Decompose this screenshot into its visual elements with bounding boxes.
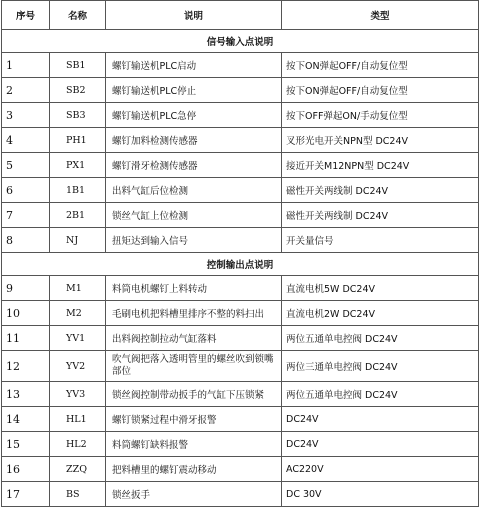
table-row (2, 228, 479, 253)
table-row (2, 153, 479, 178)
table-row (2, 351, 479, 382)
row-name: NJ (50, 228, 106, 253)
row-name: SB1 (50, 53, 106, 78)
row-name: HL1 (50, 407, 106, 432)
header-row (2, 1, 479, 30)
row-type: 直流电机2W DC24V (282, 301, 479, 326)
row-desc: 料筒电机螺钉上料转动 (106, 276, 282, 301)
row-name: M1 (50, 276, 106, 301)
row-type: DC24V (282, 432, 479, 457)
row-type: 按下ON弹起OFF/自动复位型 (282, 78, 479, 103)
row-seq: 8 (2, 228, 50, 253)
row-type: 两位五通单电控阀 DC24V (282, 382, 479, 407)
row-desc: 扭矩达到输入信号 (106, 228, 282, 253)
row-seq: 15 (2, 432, 50, 457)
row-type: DC 30V (282, 482, 479, 507)
section-row-output (2, 253, 479, 276)
row-name: HL2 (50, 432, 106, 457)
row-seq: 17 (2, 482, 50, 507)
row-type: 两位五通单电控阀 DC24V (282, 326, 479, 351)
row-type: 按下ON弹起OFF/自动复位型 (282, 53, 479, 78)
row-seq: 4 (2, 128, 50, 153)
row-name: PX1 (50, 153, 106, 178)
row-desc: 螺钉输送机PLC启动 (106, 53, 282, 78)
table-row (2, 482, 479, 507)
row-type: 直流电机5W DC24V (282, 276, 479, 301)
row-seq: 2 (2, 78, 50, 103)
row-type: 两位三通单电控阀 DC24V (282, 351, 479, 382)
row-seq: 11 (2, 326, 50, 351)
col-header-type: 类型 (282, 1, 479, 30)
row-type: 接近开关M12NPN型 DC24V (282, 153, 479, 178)
row-seq: 13 (2, 382, 50, 407)
table-row (2, 382, 479, 407)
row-name: PH1 (50, 128, 106, 153)
row-name: M2 (50, 301, 106, 326)
section-row-input (2, 30, 479, 53)
row-seq: 9 (2, 276, 50, 301)
row-seq: 16 (2, 457, 50, 482)
table-row (2, 78, 479, 103)
row-seq: 12 (2, 351, 50, 382)
row-name: YV1 (50, 326, 106, 351)
row-name: 2B1 (50, 203, 106, 228)
row-desc: 螺钉滑牙检测传感器 (106, 153, 282, 178)
row-name: ZZQ (50, 457, 106, 482)
table-row (2, 407, 479, 432)
row-seq: 3 (2, 103, 50, 128)
table-row (2, 53, 479, 78)
row-desc: 把料槽里的螺钉震动移动 (106, 457, 282, 482)
row-name: SB3 (50, 103, 106, 128)
table-row (2, 128, 479, 153)
table-row (2, 178, 479, 203)
row-seq: 10 (2, 301, 50, 326)
row-desc: 料筒螺钉缺料报警 (106, 432, 282, 457)
table-row (2, 432, 479, 457)
row-desc: 锁丝扳手 (106, 482, 282, 507)
section-title-input: 信号输入点说明 (2, 30, 479, 53)
row-name: YV2 (50, 351, 106, 382)
row-desc: 螺钉锁紧过程中滑牙报警 (106, 407, 282, 432)
row-name: YV3 (50, 382, 106, 407)
row-desc: 锁丝气缸上位检测 (106, 203, 282, 228)
row-desc: 吹气阀把落入透明管里的螺丝吹到锁嘴部位 (106, 351, 282, 382)
col-header-seq: 序号 (2, 1, 50, 30)
row-desc: 螺钉加料检测传感器 (106, 128, 282, 153)
io-table (1, 0, 479, 507)
row-seq: 7 (2, 203, 50, 228)
row-type: 叉形光电开关NPN型 DC24V (282, 128, 479, 153)
col-header-name: 名称 (50, 1, 106, 30)
col-header-desc: 说明 (106, 1, 282, 30)
row-type: 按下OFF弹起ON/手动复位型 (282, 103, 479, 128)
row-desc: 锁丝阀控制带动扳手的气缸下压锁紧 (106, 382, 282, 407)
row-seq: 14 (2, 407, 50, 432)
row-seq: 1 (2, 53, 50, 78)
table-row (2, 276, 479, 301)
row-desc: 螺钉输送机PLC急停 (106, 103, 282, 128)
section-title-output: 控制输出点说明 (2, 253, 479, 276)
table-row (2, 203, 479, 228)
row-type: 开关量信号 (282, 228, 479, 253)
row-type: DC24V (282, 407, 479, 432)
row-desc: 毛刷电机把料槽里排序不整的料扫出 (106, 301, 282, 326)
table-row (2, 301, 479, 326)
row-name: BS (50, 482, 106, 507)
table-row (2, 457, 479, 482)
row-seq: 6 (2, 178, 50, 203)
table-row (2, 103, 479, 128)
row-seq: 5 (2, 153, 50, 178)
row-name: SB2 (50, 78, 106, 103)
row-desc: 出料阀控制拉动气缸落料 (106, 326, 282, 351)
table-row (2, 326, 479, 351)
row-type: AC220V (282, 457, 479, 482)
row-type: 磁性开关两线制 DC24V (282, 203, 479, 228)
row-type: 磁性开关两线制 DC24V (282, 178, 479, 203)
row-desc: 螺钉输送机PLC停止 (106, 78, 282, 103)
row-name: 1B1 (50, 178, 106, 203)
row-desc: 出料气缸后位检测 (106, 178, 282, 203)
